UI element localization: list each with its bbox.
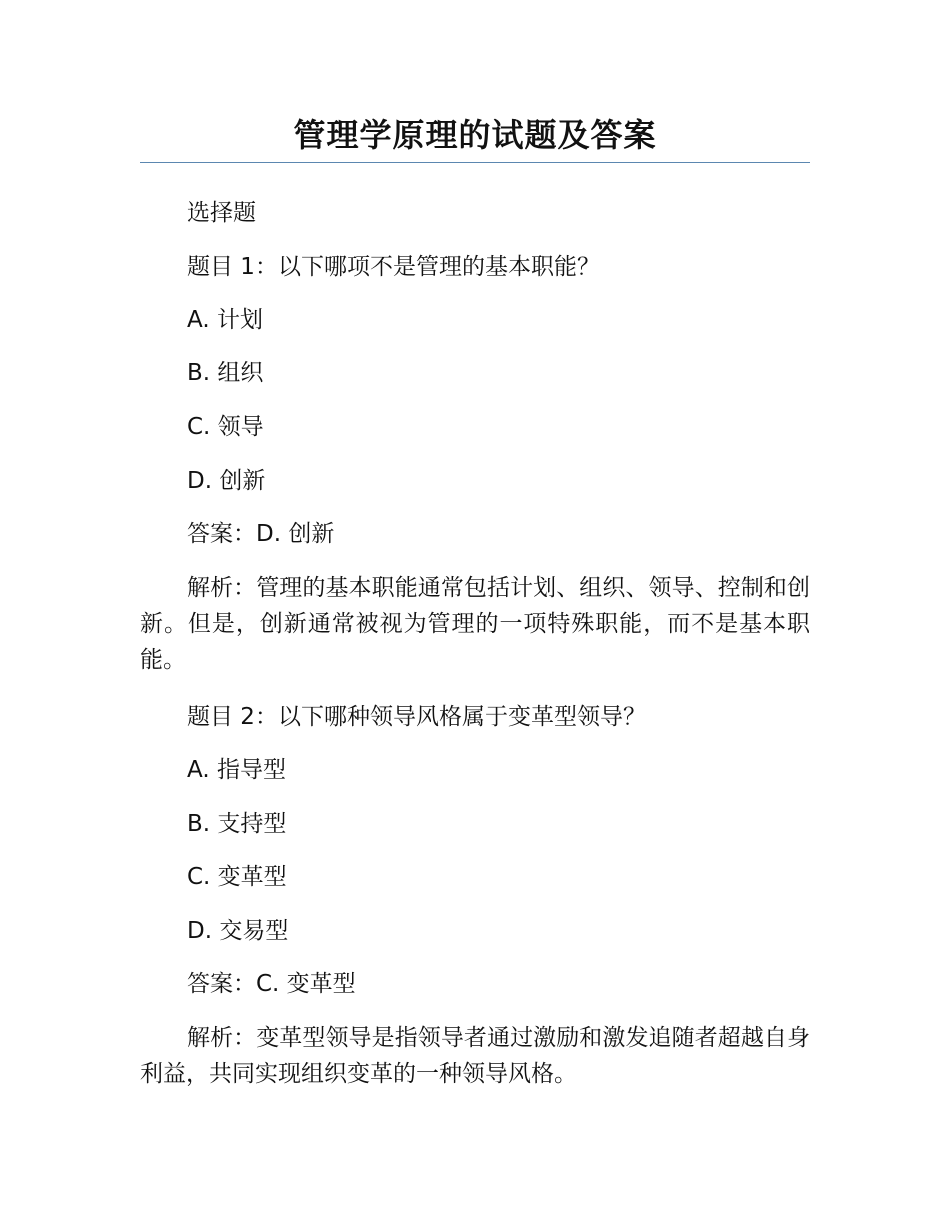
question-2-option-b: B. 支持型: [187, 811, 287, 837]
section-heading: 选择题: [187, 200, 256, 226]
question-1-option-b: B. 组织: [187, 360, 264, 386]
document-title: 管理学原理的试题及答案: [293, 116, 657, 154]
question-1-option-c: C. 领导: [187, 414, 264, 440]
question-2-answer: 答案：C. 变革型: [187, 971, 356, 997]
question-2-prompt: 题目 2：以下哪种领导风格属于变革型领导？: [187, 704, 646, 730]
question-2-explanation: 解析：变革型领导是指领导者通过激励和激发追随者超越自身利益，共同实现组织变革的一种领导风格。: [140, 1025, 810, 1087]
question-1-prompt: 题目 1：以下哪项不是管理的基本职能？: [187, 254, 600, 280]
question-1-explanation: 解析：管理的基本职能通常包括计划、组织、领导、控制和创新。但是，创新通常被视为管理的一项特殊职能，而不是基本职能。: [140, 575, 810, 673]
question-2-option-d: D. 交易型: [187, 918, 289, 944]
question-1-option-d: D. 创新: [187, 468, 266, 494]
question-2-option-a: A. 指导型: [187, 757, 286, 783]
question-1-option-a: A. 计划: [187, 307, 263, 333]
question-2-option-c: C. 变革型: [187, 864, 287, 890]
question-1-answer: 答案：D. 创新: [187, 521, 335, 547]
title-divider: [140, 162, 810, 163]
